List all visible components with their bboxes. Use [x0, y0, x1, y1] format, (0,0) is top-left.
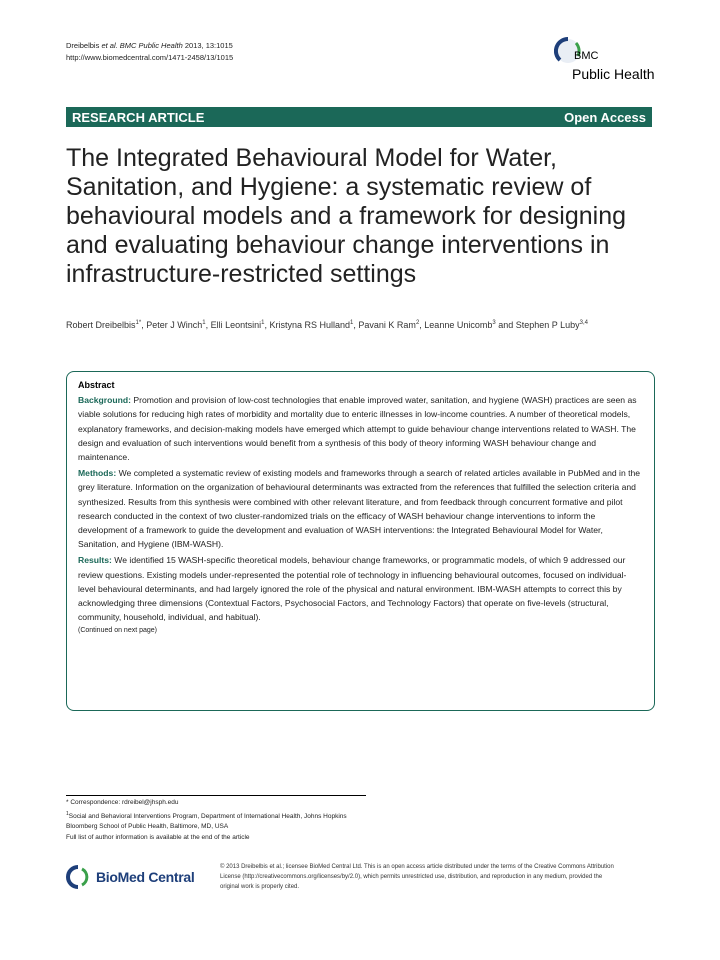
- citation-rest: 2013, 13:1015: [184, 41, 233, 50]
- author-name: Pavani K Ram: [358, 320, 416, 330]
- article-type-bar: [66, 107, 652, 127]
- author-name: Leanne Unicomb: [424, 320, 493, 330]
- research-article-label: RESEARCH ARTICLE: [72, 109, 205, 125]
- abstract-methods: [78, 466, 643, 551]
- author-affiliation-sup: 3,4: [579, 320, 588, 326]
- author-name: Kristyna RS Hulland: [269, 320, 351, 330]
- author-name: Stephen P Luby: [515, 320, 580, 330]
- author-item: Kristyna RS Hulland$^1$,: [269, 320, 359, 330]
- results-text: We identified 15 WASH-specific theoretical models, behaviour change frameworks, or programmatic models, of which 9 addressed our review questions. Existing models under-represented the potential role of technology in influencing behavioural outcomes, focused on individual-level behavioural determinants, and had largely ignored the role of the physical and natural environment. IBM-WASH attempts to correct this by acknowledging three dimensions (Contextual Factors, Psychosocial Factors, and Technology Factors) that operate on five-levels (structural, community, household, individual, and habitual).: [78, 555, 627, 623]
- abstract-box: [66, 371, 655, 711]
- affiliation-text: Social and Behavioral Interventions Program, Department of International Health, Johns Hopkins Bloomberg School of Public Health, Baltimore, MD, USA: [66, 812, 347, 831]
- affiliation-sup: 1: [66, 810, 69, 817]
- background-text: Promotion and provision of low-cost technologies that enable improved water, sanitation, and hygiene (WASH) practices are seen as viable solutions for reducing high rates of morbidity and mortality due to enteric illnesses in low-income countries. A number of theoretical models, explanatory frameworks, and decision-making models have emerged which attempt to guide behaviour change interventions related to WASH. The design and evaluation of such interventions would benefit from a synthesis of this body of theory informing WASH behaviour change and maintenance.: [78, 395, 637, 463]
- citation-header: [66, 40, 233, 64]
- author-list: [66, 315, 656, 333]
- methods-label: Methods:: [78, 468, 117, 479]
- footnotes: [66, 798, 366, 843]
- author-affiliation-sup: 1: [202, 320, 206, 326]
- citation-journal: BMC Public Health: [119, 41, 183, 50]
- article-title: The Integrated Behavioural Model for Water, Sanitation, and Hygiene: a systematic review of behavioural models and a framework for designing and evaluating behaviour change interventions in infrastructure-restricted settings: [66, 144, 627, 288]
- affiliation-note: [66, 809, 366, 833]
- abstract-heading: Abstract: [78, 380, 115, 390]
- full-list-note: Full list of author information is available at the end of the article: [66, 833, 250, 841]
- author-affiliation-sup: 2: [415, 320, 420, 326]
- footnote-divider: [66, 795, 366, 796]
- biomed-central-text: BioMed Central: [96, 869, 195, 885]
- methods-text: We completed a systematic review of existing models and frameworks through a search of related articles available in PubMed and in the grey literature. Information on the organization of behavioural determinants was extracted from the references that fulfilled the selection criteria and synthesized. Results from this synthesis were combined with other relevant literature, and from feedback through concurrent formative and pilot research conducted in the context of two cluster-randomized trials on the efficacy of WASH behaviour change interventions to inform the development of a framework to guide the development and evaluation of WASH interventions: the Integrated Behavioural Model for Water, Sanitation, and Hygiene (IBM-WASH).: [78, 468, 641, 550]
- author-item: Peter J Winch$^1$,: [146, 320, 211, 330]
- abstract-background: [78, 393, 643, 464]
- license-text: © 2013 Dreibelbis et al.; licensee BioMed Central Ltd. This is an open access article distributed under the terms of the Creative Commons Attribution License (http://creativecommons.org/licenses/by/2.0), which permits unrestricted use, distribution, and reproduction in any medium, provided the original work is properly cited.: [220, 864, 614, 890]
- brand-bmc: BMC: [574, 50, 599, 62]
- author-affiliation-sup: 1: [261, 320, 265, 326]
- author-item: [516, 320, 588, 330]
- correspondence-note: * Correspondence: rdreibel@jhsph.edu: [66, 799, 179, 806]
- brand-public-health: Public Health: [572, 66, 655, 82]
- author-item: Elli Leontsini$^1$,: [210, 320, 270, 330]
- author-affiliation-sup: 1: [350, 320, 354, 326]
- author-name: Robert Dreibelbis: [66, 320, 136, 330]
- biomed-central-icon: [66, 865, 94, 889]
- author-item: Robert Dreibelbis$^{1*}$,: [66, 320, 147, 330]
- journal-brand: [554, 32, 664, 90]
- author-name: Elli Leontsini: [210, 320, 262, 330]
- open-access-label: Open Access: [564, 109, 646, 125]
- results-label: Results:: [78, 555, 112, 566]
- abstract-results: [78, 553, 643, 624]
- biomed-central-logo: [66, 864, 210, 890]
- citation-authors: Dreibelbis: [66, 41, 102, 50]
- article-url[interactable]: http://www.biomedcentral.com/1471-2458/13/1015: [66, 53, 234, 62]
- continued-note: (Continued on next page): [78, 627, 157, 635]
- author-item: Leanne Unicomb$^3$ and: [424, 320, 516, 330]
- background-label: Background:: [78, 395, 131, 406]
- citation-etal: et al.: [101, 41, 118, 50]
- author-item: Pavani K Ram$^2$,: [358, 320, 425, 330]
- author-name: Peter J Winch: [146, 320, 203, 330]
- author-affiliation-sup: 1*: [135, 320, 142, 326]
- author-affiliation-sup: 3: [492, 320, 496, 326]
